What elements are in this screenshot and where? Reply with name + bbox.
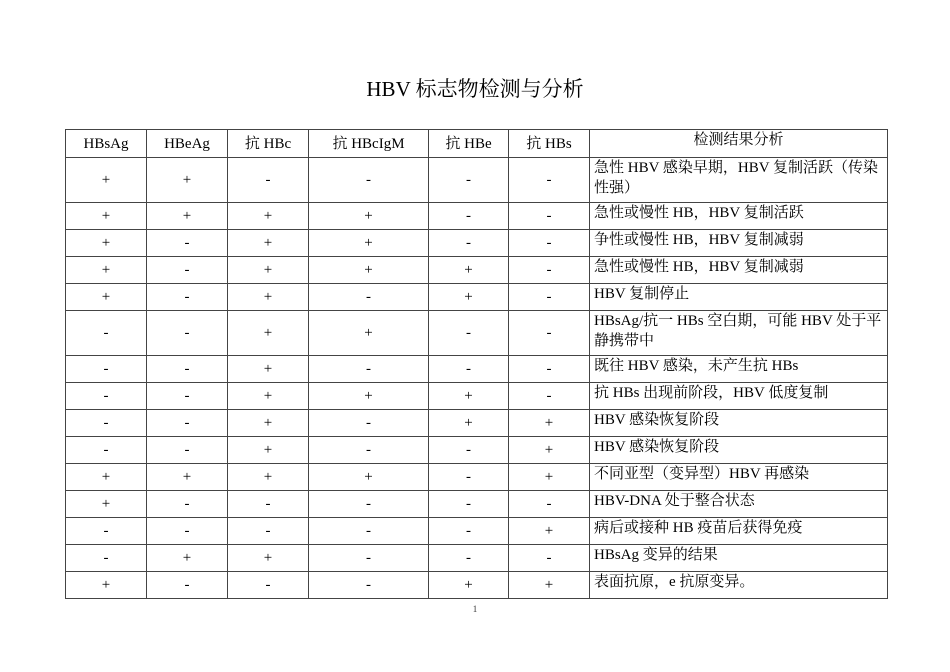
- anti-hbcigm-cell: -: [309, 158, 429, 203]
- table-row: [66, 437, 888, 464]
- anti-hbs-cell: -: [509, 383, 590, 410]
- result-analysis-cell: HBsAg/抗一 HBs 空白期，可能 HBV 处于平静携带中: [590, 311, 888, 356]
- hbeag-cell: -: [147, 284, 228, 311]
- anti-hbs-cell: -: [509, 158, 590, 203]
- anti-hbe-cell: -: [429, 230, 509, 257]
- anti-hbcigm-cell: -: [309, 410, 429, 437]
- table-row: [66, 410, 888, 437]
- table-row: [66, 311, 888, 356]
- hbeag-cell: -: [147, 311, 228, 356]
- anti-hbe-cell: -: [429, 311, 509, 356]
- anti-hbc-cell: -: [228, 491, 309, 518]
- anti-hbc-cell: +: [228, 284, 309, 311]
- anti-hbs-cell: -: [509, 311, 590, 356]
- hbeag-cell: -: [147, 437, 228, 464]
- anti-hbcigm-cell: -: [309, 356, 429, 383]
- hbsag-cell: -: [66, 437, 147, 464]
- hbsag-cell: -: [66, 356, 147, 383]
- result-analysis-cell: 病后或接种 HB 疫苗后获得免疫: [590, 518, 888, 545]
- anti-hbc-cell: +: [228, 203, 309, 230]
- hbeag-cell: -: [147, 410, 228, 437]
- hbsag-cell: +: [66, 203, 147, 230]
- anti-hbcigm-cell: -: [309, 545, 429, 572]
- hbsag-cell: -: [66, 545, 147, 572]
- hbsag-cell: +: [66, 230, 147, 257]
- table-row: [66, 464, 888, 491]
- hbsag-cell: +: [66, 491, 147, 518]
- anti-hbc-cell: +: [228, 311, 309, 356]
- anti-hbcigm-cell: -: [309, 572, 429, 599]
- anti-hbcigm-cell: +: [309, 311, 429, 356]
- anti-hbe-cell: +: [429, 284, 509, 311]
- anti-hbe-cell: +: [429, 383, 509, 410]
- column-header-result-analysis: 检测结果分析: [590, 130, 888, 158]
- anti-hbe-cell: -: [429, 203, 509, 230]
- table-header-row: [66, 130, 888, 158]
- anti-hbc-cell: +: [228, 464, 309, 491]
- column-header-anti-hbs: 抗 HBs: [509, 130, 590, 158]
- anti-hbc-cell: +: [228, 230, 309, 257]
- anti-hbe-cell: -: [429, 545, 509, 572]
- anti-hbc-cell: +: [228, 383, 309, 410]
- anti-hbs-cell: +: [509, 572, 590, 599]
- anti-hbs-cell: +: [509, 437, 590, 464]
- result-analysis-cell: 急性或慢性 HB，HBV 复制减弱: [590, 257, 888, 284]
- hbsag-cell: +: [66, 158, 147, 203]
- hbsag-cell: +: [66, 284, 147, 311]
- hbeag-cell: -: [147, 383, 228, 410]
- result-analysis-cell: 争性或慢性 HB，HBV 复制减弱: [590, 230, 888, 257]
- table-row: [66, 158, 888, 203]
- anti-hbe-cell: -: [429, 491, 509, 518]
- anti-hbc-cell: -: [228, 158, 309, 203]
- hbeag-cell: -: [147, 230, 228, 257]
- hbsag-cell: -: [66, 383, 147, 410]
- anti-hbc-cell: +: [228, 410, 309, 437]
- anti-hbcigm-cell: +: [309, 464, 429, 491]
- anti-hbc-cell: -: [228, 518, 309, 545]
- column-header-anti-hbe: 抗 HBe: [429, 130, 509, 158]
- column-header-hbsag: HBsAg: [66, 130, 147, 158]
- result-analysis-cell: 表面抗原，e 抗原变异。: [590, 572, 888, 599]
- anti-hbs-cell: -: [509, 230, 590, 257]
- hbv-marker-table: [65, 129, 888, 599]
- anti-hbs-cell: -: [509, 284, 590, 311]
- result-analysis-cell: HBV 感染恢复阶段: [590, 410, 888, 437]
- anti-hbs-cell: -: [509, 491, 590, 518]
- anti-hbc-cell: +: [228, 356, 309, 383]
- hbeag-cell: +: [147, 545, 228, 572]
- anti-hbe-cell: -: [429, 518, 509, 545]
- table-row: [66, 284, 888, 311]
- anti-hbe-cell: +: [429, 572, 509, 599]
- anti-hbcigm-cell: +: [309, 383, 429, 410]
- anti-hbcigm-cell: +: [309, 230, 429, 257]
- anti-hbcigm-cell: -: [309, 284, 429, 311]
- hbeag-cell: +: [147, 203, 228, 230]
- anti-hbe-cell: -: [429, 464, 509, 491]
- hbsag-cell: -: [66, 311, 147, 356]
- hbsag-cell: -: [66, 410, 147, 437]
- table-row: [66, 491, 888, 518]
- anti-hbs-cell: -: [509, 356, 590, 383]
- result-analysis-cell: 急性 HBV 感染早期，HBV 复制活跃（传染性强）: [590, 158, 888, 203]
- result-analysis-cell: HBV-DNA 处于整合状态: [590, 491, 888, 518]
- table-row: [66, 356, 888, 383]
- anti-hbs-cell: -: [509, 257, 590, 284]
- anti-hbe-cell: -: [429, 437, 509, 464]
- table-row: [66, 383, 888, 410]
- result-analysis-cell: 既往 HBV 感染，未产生抗 HBs: [590, 356, 888, 383]
- hbsag-cell: +: [66, 464, 147, 491]
- anti-hbcigm-cell: -: [309, 491, 429, 518]
- column-header-hbeag: HBeAg: [147, 130, 228, 158]
- page-number: 1: [472, 604, 478, 614]
- anti-hbc-cell: +: [228, 437, 309, 464]
- hbsag-cell: +: [66, 572, 147, 599]
- hbeag-cell: -: [147, 491, 228, 518]
- hbeag-cell: -: [147, 257, 228, 284]
- anti-hbc-cell: +: [228, 257, 309, 284]
- hbsag-cell: -: [66, 518, 147, 545]
- document-title: HBV 标志物检测与分析: [366, 77, 584, 101]
- column-header-anti-hbcigm: 抗 HBcIgM: [309, 130, 429, 158]
- anti-hbs-cell: +: [509, 518, 590, 545]
- column-header-anti-hbc: 抗 HBc: [228, 130, 309, 158]
- anti-hbc-cell: +: [228, 545, 309, 572]
- result-analysis-cell: HBV 感染恢复阶段: [590, 437, 888, 464]
- hbeag-cell: -: [147, 356, 228, 383]
- anti-hbcigm-cell: -: [309, 437, 429, 464]
- result-analysis-cell: 急性或慢性 HB，HBV 复制活跃: [590, 203, 888, 230]
- hbeag-cell: -: [147, 518, 228, 545]
- table-row: [66, 230, 888, 257]
- anti-hbe-cell: -: [429, 356, 509, 383]
- table-row: [66, 203, 888, 230]
- table-row: [66, 545, 888, 572]
- anti-hbcigm-cell: -: [309, 518, 429, 545]
- table-row: [66, 572, 888, 599]
- anti-hbs-cell: +: [509, 410, 590, 437]
- anti-hbs-cell: -: [509, 203, 590, 230]
- result-analysis-cell: HBV 复制停止: [590, 284, 888, 311]
- hbeag-cell: +: [147, 464, 228, 491]
- table-row: [66, 257, 888, 284]
- table-row: [66, 518, 888, 545]
- anti-hbs-cell: -: [509, 545, 590, 572]
- anti-hbe-cell: -: [429, 158, 509, 203]
- anti-hbe-cell: +: [429, 410, 509, 437]
- result-analysis-cell: HBsAg 变异的结果: [590, 545, 888, 572]
- result-analysis-cell: 不同亚型（变异型）HBV 再感染: [590, 464, 888, 491]
- hbeag-cell: -: [147, 572, 228, 599]
- result-analysis-cell: 抗 HBs 出现前阶段，HBV 低度复制: [590, 383, 888, 410]
- anti-hbs-cell: +: [509, 464, 590, 491]
- anti-hbc-cell: -: [228, 572, 309, 599]
- anti-hbe-cell: +: [429, 257, 509, 284]
- table-body: [66, 158, 888, 599]
- anti-hbcigm-cell: +: [309, 203, 429, 230]
- hbeag-cell: +: [147, 158, 228, 203]
- anti-hbcigm-cell: +: [309, 257, 429, 284]
- hbsag-cell: +: [66, 257, 147, 284]
